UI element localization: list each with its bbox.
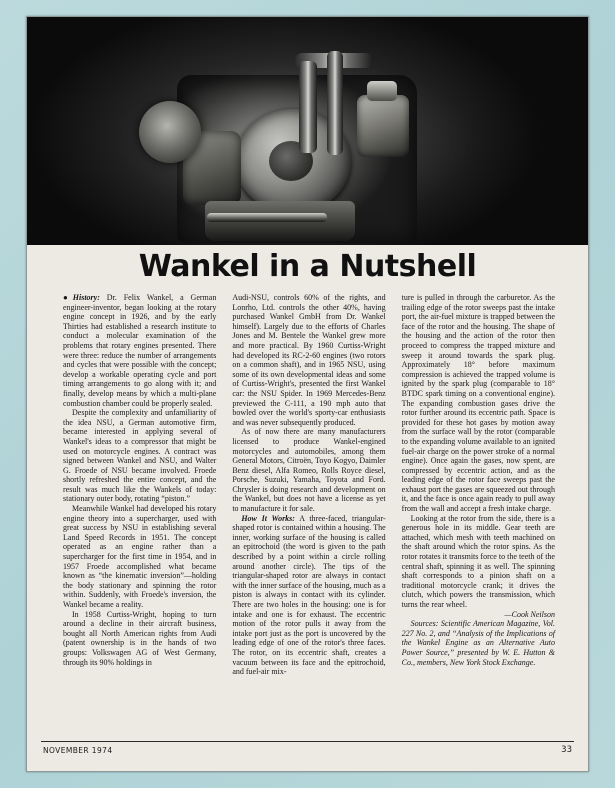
cooling-fan bbox=[139, 101, 201, 163]
carburetor bbox=[357, 95, 409, 157]
paragraph-curtiss-wright bbox=[63, 610, 216, 668]
article-body bbox=[63, 293, 555, 733]
paragraph-text: As of now there are many manufacturers licensed to produce Wankel-engined motorcycles and automobiles, among them General Motors, Citroën, Toyo Kogyo, Daimler Benz diesel, Alfa Romeo, Rolls Royce diesel, Porsche, Suzuki, Yamaha, Toyota and Ford. Chrysler is doing research and development on the Wankel, but does not have a license as yet to manufacture it for sale. bbox=[232, 427, 386, 514]
paragraph-how-it-works bbox=[232, 514, 385, 677]
paragraph-text: ture is pulled in through the carburetor. As the trailing edge of the rotor sweeps past the intake port, the air-fuel mixture is trapped between the face of the rotor and the housing. The shape of the housing and the action of the rotor then proceed to compress the trapped mixture and sweep it around towards the spark plug. Approximately 18° before maximum compression is achieved the trapped volume is ignited by the spark plug (comparable to 18° BTDC spark timing on a conventional engine). The expanding combustion gases drive the rotor further around its eccentric path. Space is provided for these hot gases by motion away from the surface wall by the rotor (comparable to the expanding volume available to an ignited fuel-air charge on the power stroke of a normal engine). Once again the gases, now spent, are compressed by eccentric action, and as the leading edge of the rotor face sweeps past the exhaust port the gases are squeezed out through it, and the face is once again ready to pull away from the wall and accept a fresh intake charge. bbox=[401, 293, 555, 514]
paragraph-text: Looking at the rotor from the side, there is a generous hole in its middle. Gear teeth are attached, which mesh with teeth machined on the shaft around which the rotor spins. As the rotor rotates it transmits force to the teeth of the central shaft, spinning it as well. The spinning shaft corresponds to a pinion shaft on a traditional motorcycle crank; it drives the clutch, which powers the transmission, which turns the rear wheel. bbox=[401, 513, 555, 609]
paragraph-gearing bbox=[402, 514, 555, 610]
paragraph-nsu bbox=[63, 408, 216, 504]
issue-date: NOVEMBER 1974 bbox=[43, 746, 113, 755]
engine-photograph bbox=[27, 17, 588, 245]
paragraph-text: Despite the complexity and unfamiliarity of the idea NSU, a German automotive firm, became interested in applying several of Wankel's ideas to a compressor that might be used on motorcycle engines. A contract was signed between Wankel and NSU, and Walter G. Froede of NSU became involved. Froede shortly refreshed the entire concept, and the result was much like the Wankels of today: stationary outer body, rotating “piston.” bbox=[63, 408, 217, 504]
output-shaft bbox=[207, 213, 327, 222]
bullet-glyph: ● bbox=[63, 293, 73, 302]
paragraph-combustion bbox=[402, 293, 555, 514]
paragraph-licensees bbox=[232, 427, 385, 513]
intake-pipe-left bbox=[299, 61, 317, 153]
paragraph-text: Dr. Felix Wankel, a German engineer-inventor, began looking at the rotary engine concept in 1926, and by the early Thirties had established a research institute to conduct a molecular examination of the problems that rotary engines presented. There were three: reduce the number of arrangements and cycles that were possible with the concept; develop a workable operating cycle and port timing arrangements to go along with it; and finally, develop means by which a multi-plane combustion chamber could be properly sealed. bbox=[63, 293, 217, 408]
paragraph-text: A three-faced, triangular-shaped rotor is contained within a housing. The inner, working surface of the housing is called an epitrochoid (the word is given to the path described by a point within a circle rolling around another circle). The tips of the triangular-shaped rotor are always in contact with the inner surface of the housing, much as a piston is always in contact with its cylinder. There are two holes in the housing: one is for intake and one is for exhaust. The eccentric motion of the rotor pulls it away from the intake port just as the port is uncovered by the leading edge of one of the rotor's three faces. The rotor, on its eccentric shaft, creates a vacuum between its face and the epitrochoid, and fuel-air mix- bbox=[232, 513, 386, 677]
paragraph-text: Meanwhile Wankel had developed his rotary engine theory into a supercharger, used with great success by NSU in establishing several Land Speed Records in 1951. The concept operated as an engine rather than a supercharger for the first time in 1954, and in 1957 Froede accomplished what became known as “the kinematic inversion”—holding the body stationary and spinning the rotor within. Suddenly, with Froede's inversion, the Wankel became a reality. bbox=[63, 504, 217, 609]
intake-pipe-right bbox=[327, 51, 343, 155]
footer-divider bbox=[41, 741, 574, 742]
page-number: 33 bbox=[561, 745, 572, 755]
paragraph-text: Audi-NSU, controls 60% of the rights, and Lonrho, Ltd. controls the other 40%, having purchased Wankel GmbH from Dr. Wankel himself). Largely due to the efforts of Charles Jones and M. Bentele the Wankel grew more and more practical. By 1960 Curtiss-Wright had developed its RC-2-60 engines (two rotors on a common shaft), and in 1965 NSU, using some of its own developmental ideas and some of Curtiss-Wright's, presented the first Wankel car: the NSU Spider. In 1969 Mercedes-Benz previewed the C-111, a 190 mph auto that bowled over the world's sporty-car enthusiasts and was never subsequently produced. bbox=[232, 293, 386, 427]
article-title: Wankel in a Nutshell bbox=[138, 249, 477, 284]
lead-in-history: History: bbox=[72, 293, 100, 302]
author-signature: —Cook Neilson bbox=[504, 609, 555, 619]
paragraph-history bbox=[63, 293, 216, 408]
paragraph-rights bbox=[232, 293, 385, 427]
paragraph-supercharger bbox=[63, 504, 216, 610]
lead-in-how-it-works: How It Works: bbox=[241, 513, 295, 523]
sources-note: Sources: Scientific American Magazine, Vol. 227 No. 2, and “Analysis of the Implications of the Wankel Engine as an Alternative Auto Power Source,” presented by W. E. Hutton & Co., members, New York Stock Exchange. bbox=[401, 619, 555, 667]
paragraph-text: In 1958 Curtiss-Wright, hoping to turn around a decline in their aircraft business, bought all North American rights from Audi (patent ownership is in the hands of two groups: Volkswagen AG of West Germany, through its 90% holdings in bbox=[63, 609, 217, 667]
magazine-page bbox=[26, 16, 589, 772]
